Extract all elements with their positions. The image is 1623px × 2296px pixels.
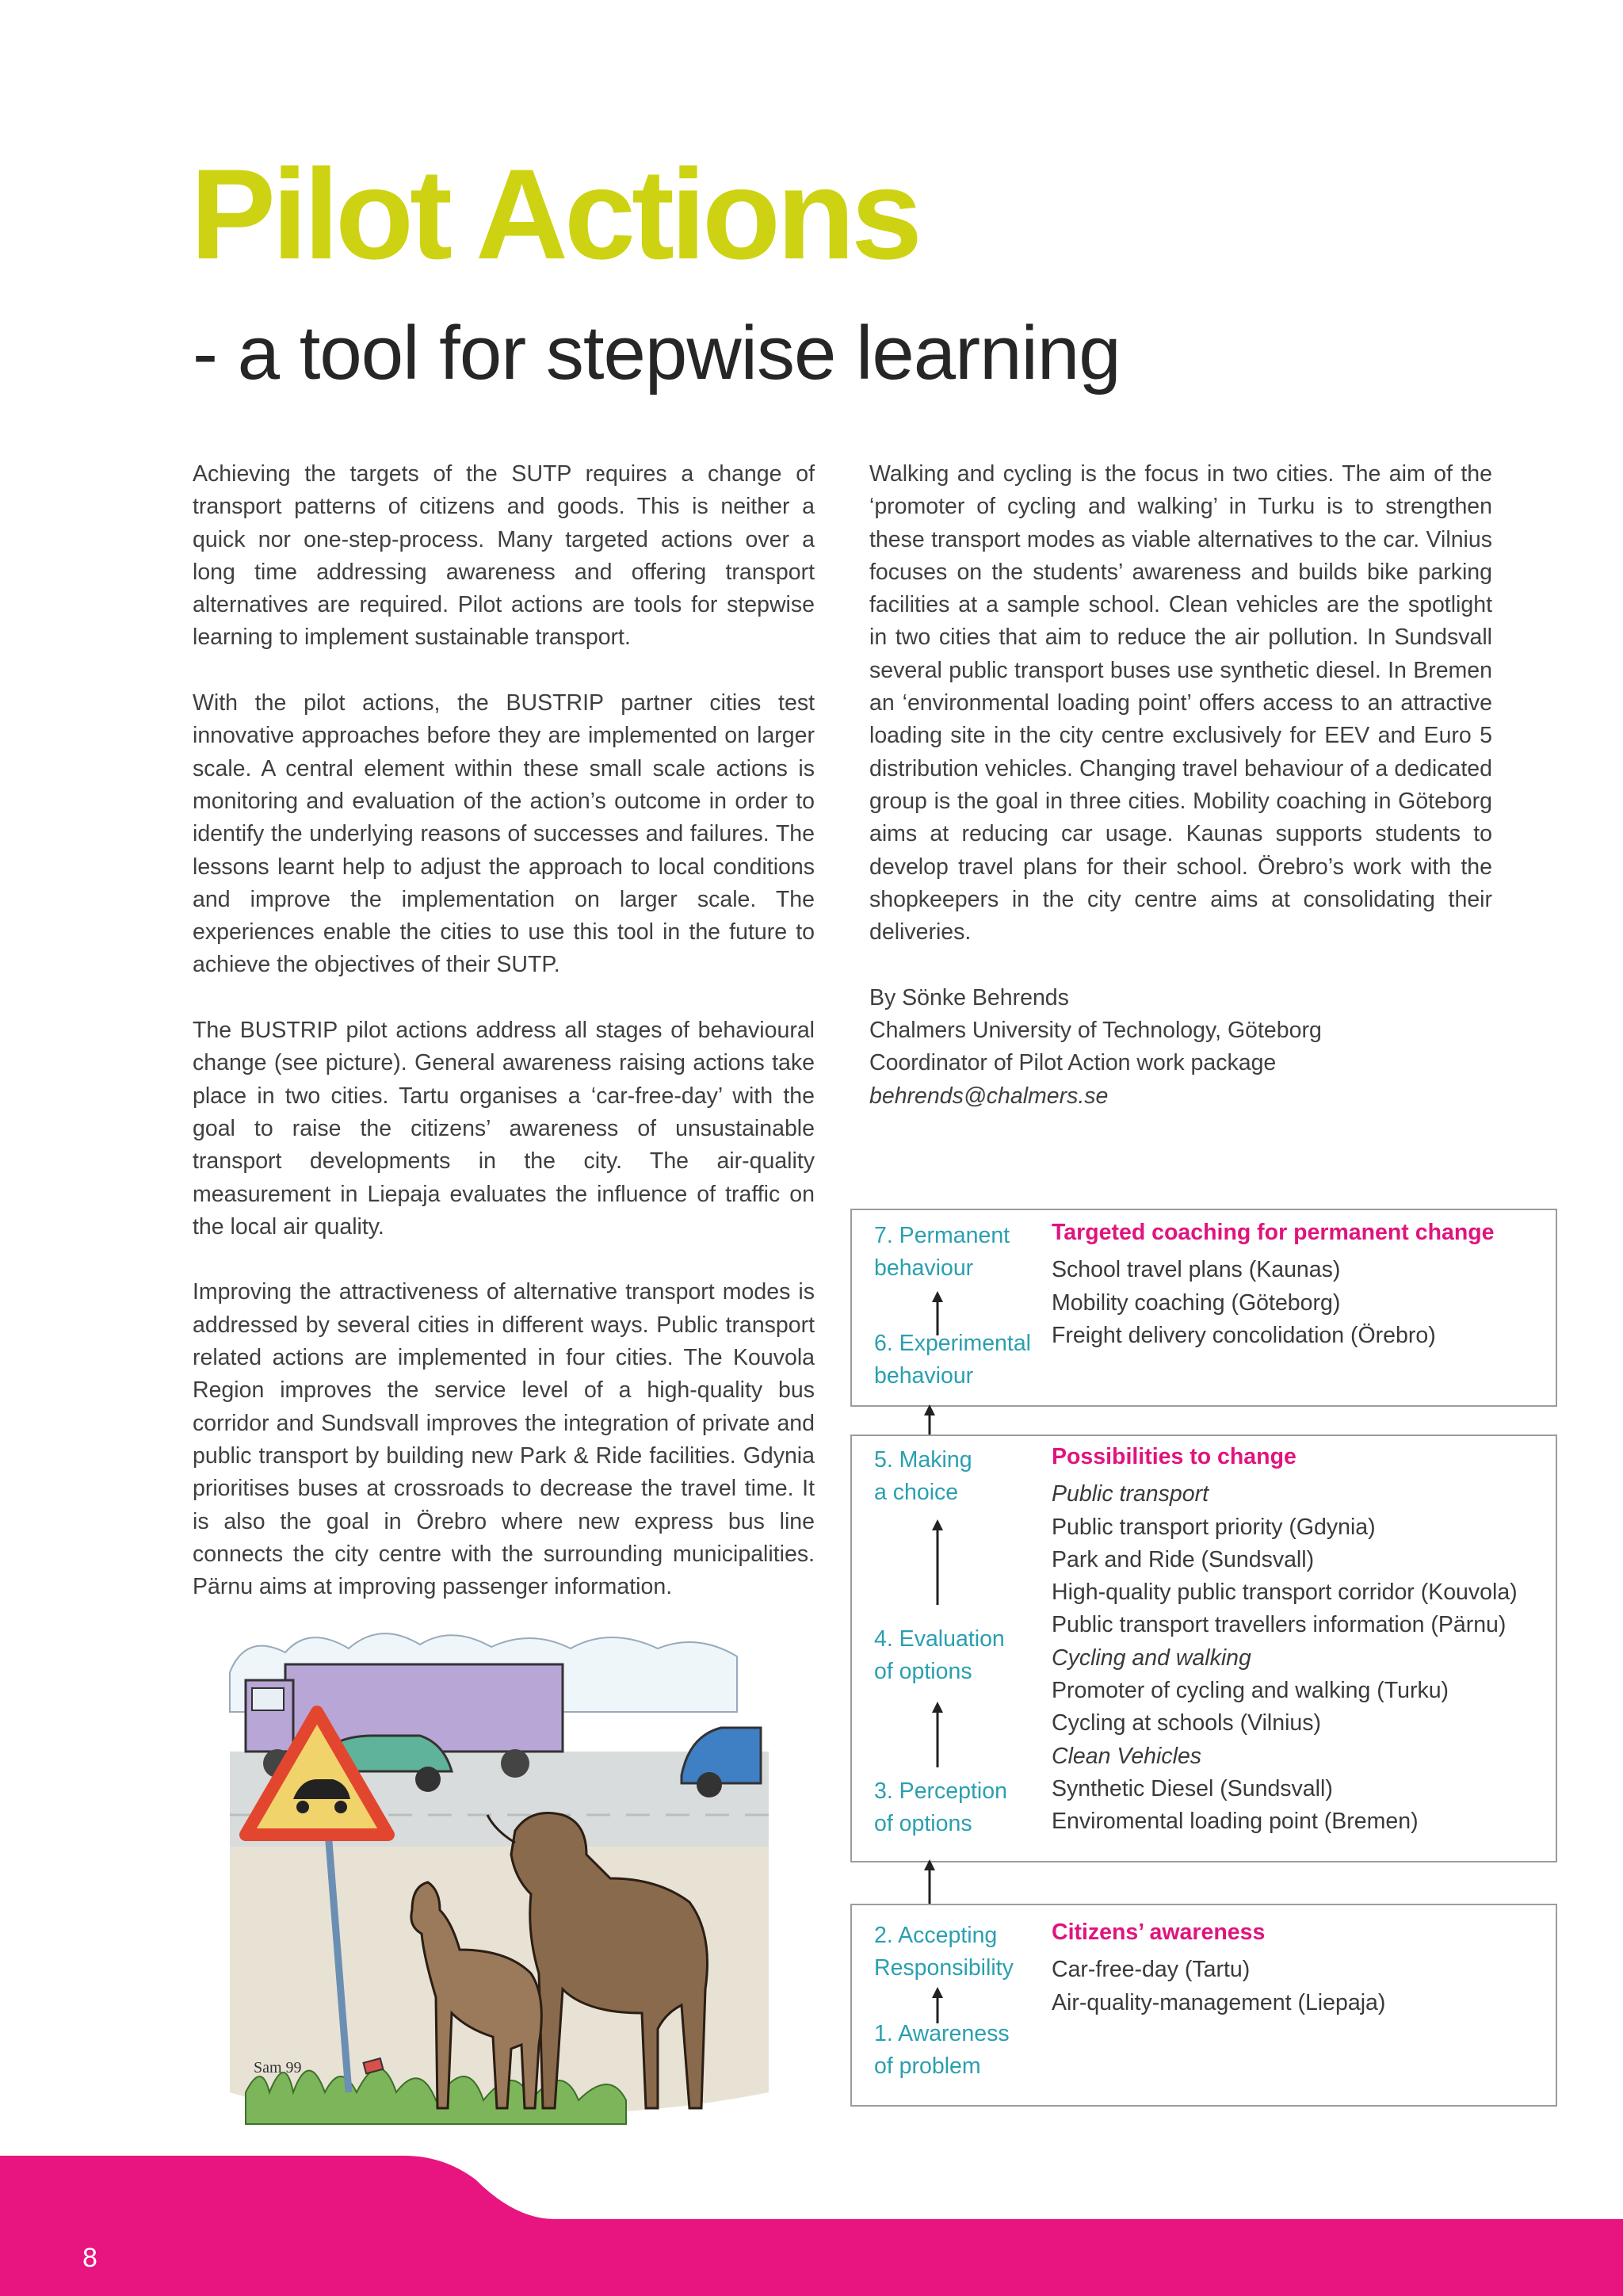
stage-label: 6. Experimental bbox=[874, 1331, 1032, 1356]
category-label: Public transport bbox=[1052, 1481, 1209, 1507]
arrow-up-icon bbox=[922, 1404, 938, 1436]
stage-label: Responsibility bbox=[874, 1955, 1014, 1981]
page-title: Pilot Actions bbox=[190, 143, 919, 286]
arrow-up-icon bbox=[930, 1519, 945, 1606]
author-email[interactable]: behrends@chalmers.se bbox=[869, 1083, 1109, 1109]
list-item: Public transport travellers information (Pärnu) bbox=[1052, 1612, 1507, 1638]
list-item: Car-free-day (Tartu) bbox=[1052, 1957, 1251, 1983]
stage-label: 5. Making bbox=[874, 1447, 972, 1473]
paragraph: With the pilot actions, the BUSTRIP partner cities test innovative approaches before they are implemented on larger scale. A central element within these small scale actions is monitoring and evaluation of the action’s outcome in order to identify the underlying reasons of successes and failures. The lessons learnt help to adjust the approach to local conditions and improve the implementation on larger scale. The experiences enable the cities to use this tool in the future to achieve the objectives of their SUTP. bbox=[193, 690, 815, 978]
moose-cartoon-illustration bbox=[214, 1617, 785, 2148]
arrow-up-icon bbox=[930, 1702, 945, 1769]
diagram-heading: Citizens’ awareness bbox=[1052, 1920, 1266, 1945]
stage-label: 4. Evaluation bbox=[874, 1626, 1005, 1652]
footer-band bbox=[0, 2156, 1623, 2296]
cartoon-drawing bbox=[214, 1617, 785, 2148]
diagram-items bbox=[1052, 1217, 1495, 1352]
category-label: Clean Vehicles bbox=[1052, 1743, 1202, 1769]
list-item: Cycling at schools (Vilnius) bbox=[1052, 1710, 1322, 1736]
stage-label: a choice bbox=[874, 1480, 959, 1505]
diagram-box-awareness bbox=[850, 1904, 1557, 2107]
right-column bbox=[869, 458, 1492, 1113]
stage-label: of options bbox=[874, 1659, 972, 1684]
artist-signature: Sam 99 bbox=[254, 2059, 302, 2076]
author-affiliation: Chalmers University of Technology, Göteborg bbox=[869, 1018, 1322, 1044]
category-label: Cycling and walking bbox=[1052, 1645, 1251, 1671]
diagram-items bbox=[1052, 1916, 1385, 2019]
stage-label: 1. Awareness bbox=[874, 2021, 1010, 2046]
stage-label: 7. Permanent bbox=[874, 1223, 1010, 1248]
list-item: Park and Ride (Sundsvall) bbox=[1052, 1546, 1315, 1572]
paragraph: Walking and cycling is the focus in two cities. The aim of the ‘promoter of cycling and walking’ in Turku is to strengthen these transport modes as viable alternatives to the car. Vilnius focuses on the students’ awareness and builds bike parking facilities at a sample school. Clean vehicles are the spotlight in two cities that aim to reduce the air pollution. In Sundsvall several public transport buses use synthetic diesel. In Bremen an ‘environmental loading point’ offers access to an attractive loading site in the city centre exclusively for EEV and Euro 5 distribution vehicles. Changing travel behaviour of a dedicated group is the goal in three cities. Mobility coaching in Göteborg aims at reducing car usage. Kaunas supports students to develop travel plans for their school. Örebro’s work with the shopkeepers in the city centre aims at consolidating their deliveries. bbox=[869, 461, 1492, 946]
left-column bbox=[193, 458, 815, 1637]
page-number: 8 bbox=[82, 2243, 97, 2273]
paragraph: Improving the attractiveness of alternative transport modes is addressed by several cities in different ways. Public transport related actions are implemented in four cities. The Kouvola Region improves the service level of a high-quality bus corridor and Sundsvall improves the integration of private and public transport by building new Park & Ride facilities. Gdynia prioritises buses at crossroads to decrease the travel time. It is also the goal in Örebro where new express bus line connects the city centre with the surrounding municipalities. Pärnu aims at improving passenger information. bbox=[193, 1279, 815, 1600]
list-item: Promoter of cycling and walking (Turku) bbox=[1052, 1678, 1449, 1704]
stage-label: 3. Perception bbox=[874, 1778, 1007, 1804]
author-name: By Sönke Behrends bbox=[869, 984, 1069, 1010]
list-item: Freight delivery concolidation (Örebro) bbox=[1052, 1322, 1436, 1348]
stage-label: of options bbox=[874, 1811, 972, 1836]
author-role: Coordinator of Pilot Action work package bbox=[869, 1050, 1277, 1076]
stage-label: behaviour bbox=[874, 1363, 974, 1389]
list-item: Enviromental loading point (Bremen) bbox=[1052, 1809, 1419, 1835]
stage-label: 2. Accepting bbox=[874, 1923, 998, 1948]
list-item: Air-quality-management (Liepaja) bbox=[1052, 1989, 1386, 2015]
diagram-box-possibilities bbox=[850, 1435, 1557, 1862]
stage-label: behaviour bbox=[874, 1255, 974, 1281]
diagram-items bbox=[1052, 1441, 1518, 1839]
diagram-heading: Targeted coaching for permanent change bbox=[1052, 1220, 1495, 1245]
list-item: School travel plans (Kaunas) bbox=[1052, 1257, 1341, 1283]
diagram-box-permanent-change bbox=[850, 1209, 1557, 1407]
list-item: Mobility coaching (Göteborg) bbox=[1052, 1289, 1341, 1316]
list-item: Public transport priority (Gdynia) bbox=[1052, 1514, 1376, 1540]
diagram-heading: Possibilities to change bbox=[1052, 1444, 1296, 1469]
stage-label: of problem bbox=[874, 2053, 981, 2079]
paragraph: Achieving the targets of the SUTP requires a change of transport patterns of citizens and goods. This is neither a quick nor one-step-process. Many targeted actions over a long time addressing awareness and offering transport alternatives are required. Pilot actions are tools for stepwise learning to implement sustainable transport. bbox=[193, 461, 815, 651]
arrow-up-icon bbox=[922, 1859, 938, 1905]
page-subtitle: - a tool for stepwise learning bbox=[193, 311, 1121, 395]
paragraph: The BUSTRIP pilot actions address all stages of behavioural change (see picture). General awareness raising actions take place in two cities. Tartu organises a ‘car-free-day’ with the goal to raise the citizens’ awareness of unsustainable transport developments in the city. The air-quality measurement in Liepaja evaluates the influence of traffic on the local air quality. bbox=[193, 1018, 815, 1240]
list-item: High-quality public transport corridor (Kouvola) bbox=[1052, 1580, 1518, 1606]
list-item: Synthetic Diesel (Sundsvall) bbox=[1052, 1775, 1333, 1801]
